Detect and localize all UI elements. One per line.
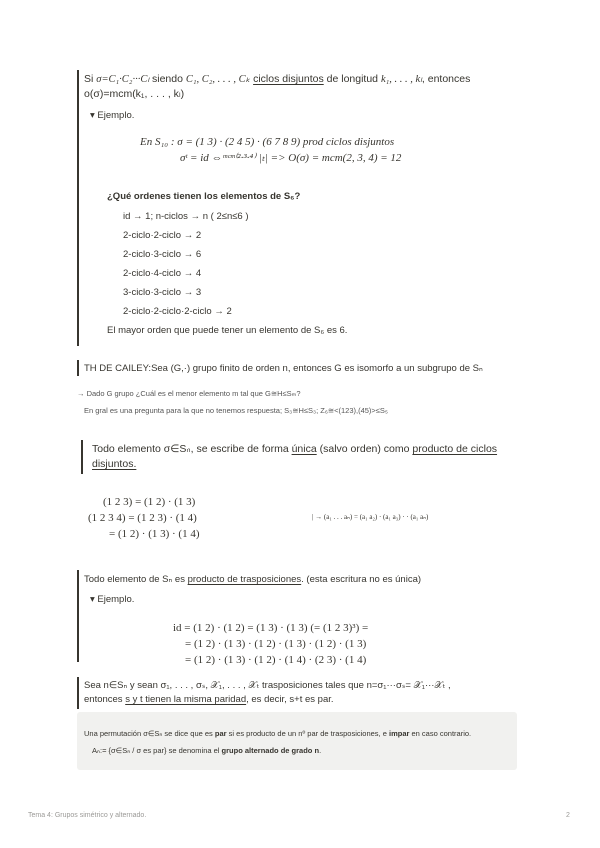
producto-trasposiciones-link[interactable]: producto de trasposiciones <box>187 574 302 585</box>
footer-title: Tema 4: Grupos simétrico y alternado. <box>28 812 147 819</box>
orders-list <box>123 207 249 321</box>
eq-left-2: (1 2 3 4) = (1 2 3) · (1 4) <box>88 512 197 524</box>
cayley-theorem: TH DE CAILEY:Sea (G,·) grupo finito de orden n, entonces G es isomorfo a un subgrupo de Sₙ <box>84 363 483 374</box>
definition-callout <box>77 712 517 770</box>
list-item: 2-ciclo·2-ciclo → 2 <box>123 230 202 241</box>
list-item: id → 1; n-ciclos → n ( 2≤n≤6 ) <box>123 211 249 222</box>
producto-ciclos-link[interactable]: producto de ciclos disjuntos. <box>92 443 498 470</box>
example-toggle-1[interactable]: ▾ Ejemplo. <box>90 110 135 121</box>
example-1-line-2: σᵗ = id ⇔ᵐᶜᵐ⁽²·³·⁴⁾ |ₜ| => O(σ) = mcm(2, 3, 4) = 12 <box>180 152 402 164</box>
list-item: 2-ciclo·2-ciclo·2-ciclo → 2 <box>123 306 232 317</box>
example-2-line-3: = (1 2) · (1 3) · (1 2) · (1 4) · (2 3) · (1 4) <box>185 654 367 666</box>
example-1-line-1: En S₁₀ : σ = (1 3) · (2 4 5) · (6 7 8 9) prod ciclos disjuntos <box>140 136 395 148</box>
eq-left-1: (1 2 3) = (1 2) · (1 3) <box>103 496 196 508</box>
quote-bar-4 <box>77 570 79 662</box>
quote-bar-2 <box>77 360 79 376</box>
note-2: En gral es una pregunta para la que no tenemos respuesta; S₃≅H≤S₃; Z₆≅<(123),(45)>≤S₅ <box>84 406 388 415</box>
list-item: 2-ciclo·4-ciclo → 4 <box>123 268 202 279</box>
example-2-line-2: = (1 2) · (1 3) · (1 2) · (1 3) · (1 2) · (1 3) <box>185 638 367 650</box>
page-number: 2 <box>566 812 570 819</box>
list-item: 2-ciclo·3-ciclo → 6 <box>123 249 202 260</box>
example-2-line-1: id = (1 2) · (1 2) = (1 3) · (1 3) (= (1 2 3)³) = <box>173 622 369 634</box>
orders-conclusion: El mayor orden que puede tener un elemento de S₆ es 6. <box>107 325 348 336</box>
list-item: 3-ciclo·3-ciclo → 3 <box>123 287 202 298</box>
quote-bar-1 <box>77 70 79 346</box>
example-toggle-2[interactable]: ▾ Ejemplo. <box>90 594 135 605</box>
callout-line-1: Una permutación σ∈Sₙ se dice que es par si es producto de un nº par de trasposiciones, e impar en caso contrario. <box>84 729 472 738</box>
quote-bar-5 <box>77 677 79 709</box>
eq-left-3: = (1 2) · (1 3) · (1 4) <box>109 528 200 540</box>
callout-line-2: Aₙ:= {σ∈Sₙ / σ es par} se denomina el grupo alternado de grado n. <box>92 746 322 755</box>
order-theorem: Si σ=C₁·C₂···Cₗ siendo C₁, C₂, . . . , Cₖ ciclos disjuntos de longitud k₁, . . . , kₗ, entonces o(σ)=mcm(k₁, . . . , kₗ) <box>84 73 471 100</box>
note-1: → Dado G grupo ¿Cuál es el menor elemento m tal que G≅H≤Sₘ? <box>77 389 301 398</box>
parity-theorem: Sea n∈Sₙ y sean σ₁, . . . , σₛ, 𝒳₁, . . . , 𝒳ₜ trasposiciones tales que n=σ₁···σₛ= 𝒳₁···𝒳ₜ , entonces s y t tienen la misma paridad, es decir, s+t es par. <box>84 680 451 705</box>
orders-heading: ¿Qué ordenes tienen los elementos de S₆? <box>107 191 301 202</box>
eq-right: | → (a₁ . . . aₙ) = (a₁ a₂) · (a₁ a₃) · · (a₁ aₙ) <box>312 513 429 521</box>
ciclos-disjuntos-link[interactable]: ciclos disjuntos <box>253 73 324 85</box>
transposition-theorem: Todo elemento de Sₙ es producto de trasposiciones. (esta escritura no es única) <box>84 574 422 585</box>
quote-bar-3 <box>81 440 83 474</box>
cycle-decomposition-theorem: Todo elemento σ∈Sₙ, se escribe de forma única (salvo orden) como producto de ciclos disjuntos. <box>92 443 498 470</box>
